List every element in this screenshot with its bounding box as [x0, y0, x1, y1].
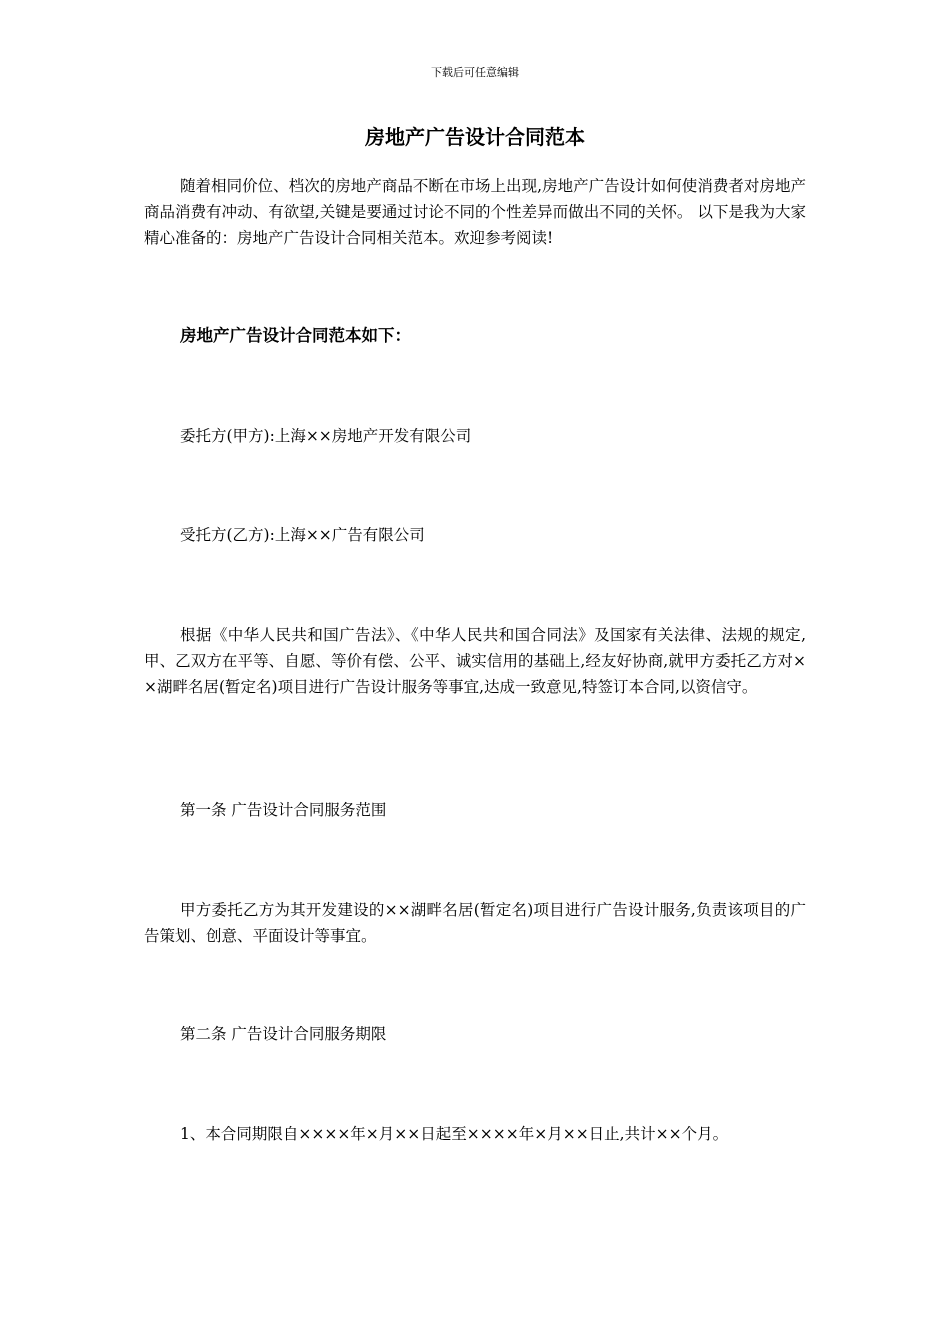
header-note: 下载后可任意编辑: [431, 66, 519, 79]
article-1-body: 甲方委托乙方为其开发建设的××湖畔名居(暂定名)项目进行广告设计服务,负责该项目的广告策划、创意、平面设计等事宜。: [144, 901, 806, 945]
basis-paragraph: 根据《中华人民共和国广告法》、《中华人民共和国合同法》及国家有关法律、法规的规定,甲、乙双方在平等、自愿、等价有偿、公平、诚实信用的基础上,经友好协商,就甲方委托乙方对××湖畔名居(暂定名)项目进行广告设计服务等事宜,达成一致意见,特签订本合同,以资信守。: [144, 626, 806, 696]
section-heading: 房地产广告设计合同范本如下：: [180, 326, 411, 345]
article-1-heading: 第一条 广告设计合同服务范围: [180, 801, 387, 819]
document-title: 房地产广告设计合同范本: [365, 125, 585, 149]
intro-paragraph: 随着相同价位、档次的房地产商品不断在市场上出现,房地产广告设计如何使消费者对房地产商品消费有冲动、有欲望,关键是要通过讨论不同的个性差异而做出不同的关怀。 以下是我为大家精心准备的：房地产广告设计合同相关范本。欢迎参考阅读!: [144, 177, 806, 247]
article-2-heading: 第二条 广告设计合同服务期限: [180, 1025, 387, 1043]
party-a-line: 委托方(甲方):上海××房地产开发有限公司: [180, 427, 472, 445]
article-2-item-1: 1、本合同期限自××××年×月××日起至××××年×月××日止,共计××个月。: [180, 1125, 729, 1143]
party-b-line: 受托方(乙方):上海××广告有限公司: [180, 526, 425, 544]
